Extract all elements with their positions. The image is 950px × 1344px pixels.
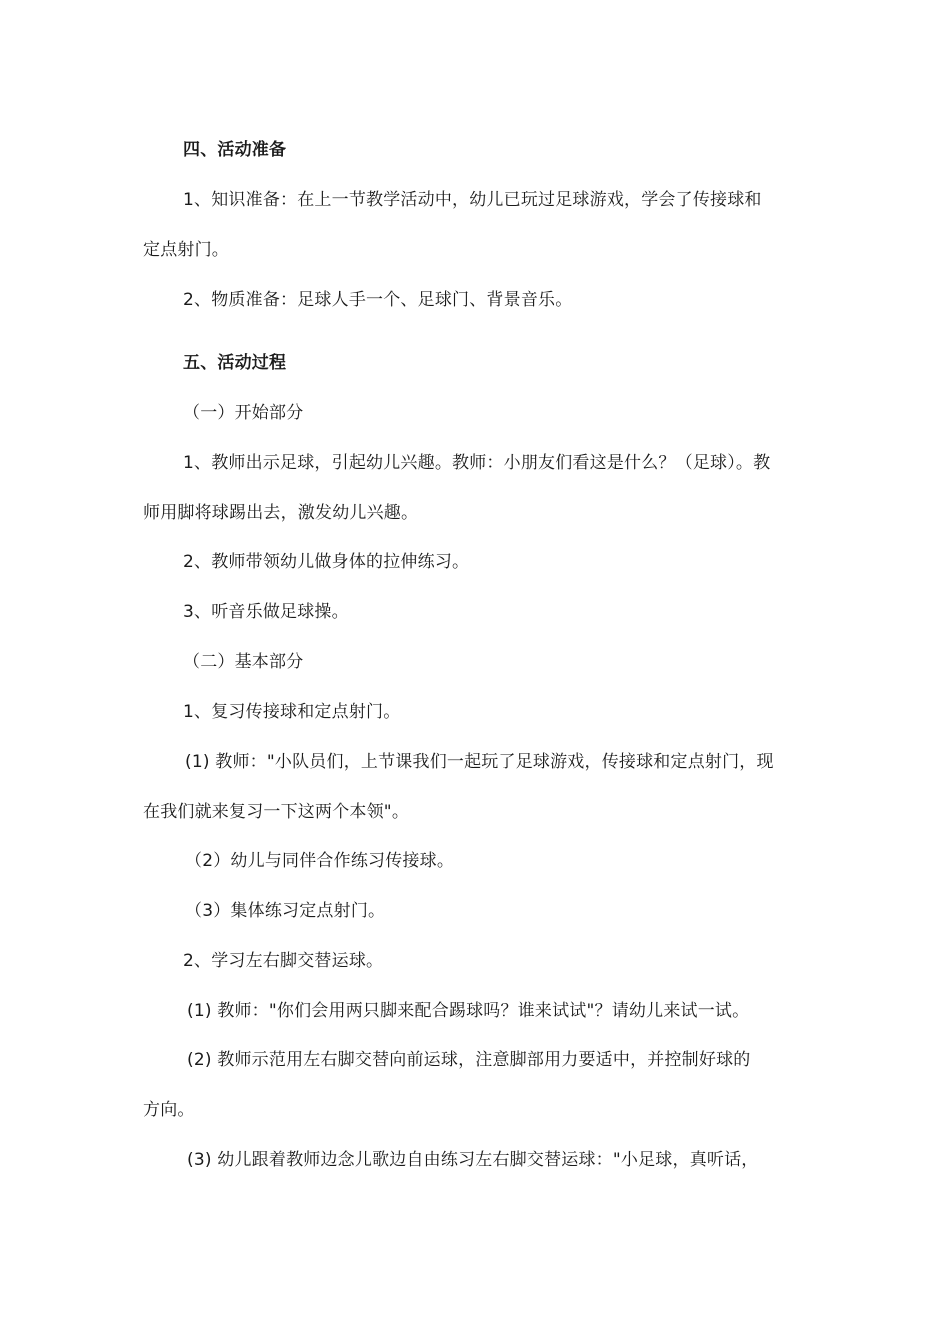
paragraph-line: 2、物质准备：足球人手一个、足球门、背景音乐。 <box>183 290 573 310</box>
paragraph-line: （3）集体练习定点射门。 <box>185 901 386 921</box>
paragraph-line: (1) 教师："小队员们，上节课我们一起玩了足球游戏，传接球和定点射门，现 <box>185 752 774 772</box>
section-heading-process: 五、活动过程 <box>183 353 287 373</box>
paragraph-line: 1、教师出示足球，引起幼儿兴趣。教师：小朋友们看这是什么？（足球）。教 <box>183 453 771 473</box>
paragraph-line: 2、教师带领幼儿做身体的拉伸练习。 <box>183 552 470 572</box>
paragraph-line: （2）幼儿与同伴合作练习传接球。 <box>185 851 455 871</box>
paragraph-line: 定点射门。 <box>143 240 229 260</box>
paragraph-line: 在我们就来复习一下这两个本领"。 <box>143 802 410 822</box>
subsection-heading-basic: （二）基本部分 <box>183 652 304 672</box>
section-heading-preparation: 四、活动准备 <box>183 140 287 160</box>
paragraph-line: 1、复习传接球和定点射门。 <box>183 702 401 722</box>
paragraph-line: (3) 幼儿跟着教师边念儿歌边自由练习左右脚交替运球："小足球，真听话， <box>187 1150 759 1170</box>
paragraph-line: 1、知识准备：在上一节教学活动中，幼儿已玩过足球游戏，学会了传接球和 <box>183 190 762 210</box>
paragraph-line: 2、学习左右脚交替运球。 <box>183 951 384 971</box>
paragraph-line: (2) 教师示范用左右脚交替向前运球，注意脚部用力要适中，并控制好球的 <box>187 1050 751 1070</box>
paragraph-line: 师用脚将球踢出去，激发幼儿兴趣。 <box>143 503 419 523</box>
paragraph-line: 方向。 <box>143 1100 195 1120</box>
paragraph-line: (1) 教师："你们会用两只脚来配合踢球吗？谁来试试"？请幼儿来试一试。 <box>187 1001 750 1021</box>
subsection-heading-start: （一）开始部分 <box>183 403 304 423</box>
paragraph-line: 3、听音乐做足球操。 <box>183 602 349 622</box>
